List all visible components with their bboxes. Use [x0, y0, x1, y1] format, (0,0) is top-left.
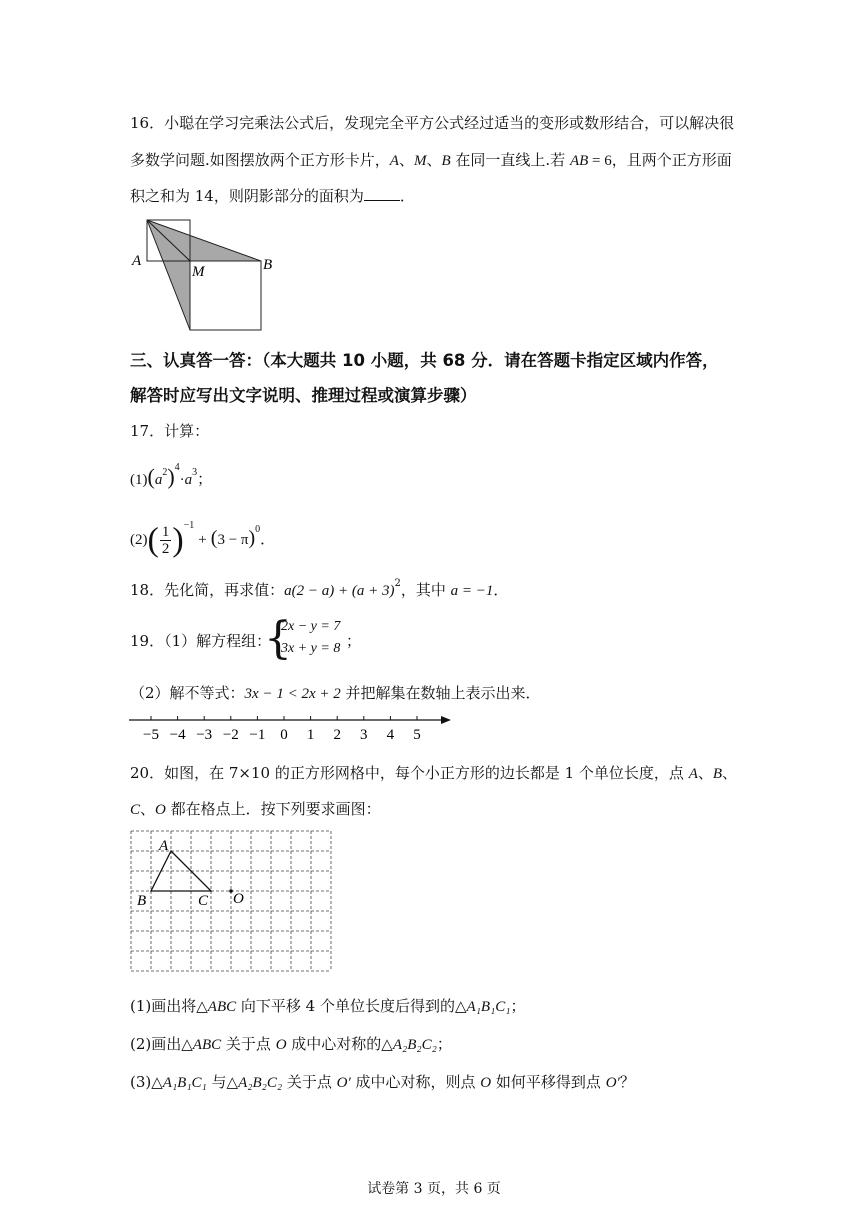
- q16-text: 在同一直线上.若: [450, 151, 570, 169]
- point-label: O: [480, 1075, 492, 1091]
- punctuation: ；: [197, 472, 213, 488]
- exponent: −1: [183, 520, 195, 531]
- point-label: M: [413, 153, 427, 169]
- exponent: 4: [174, 462, 180, 473]
- equation-1: 2x − y = 7: [281, 619, 341, 634]
- equation-2: 3x + y = 8: [281, 641, 341, 656]
- q16-text: 积之和为 14，则阴影部分的面积为: [130, 187, 364, 205]
- operator: +: [198, 532, 207, 548]
- fig-label-a: A: [159, 838, 169, 854]
- q18-text: ，其中: [400, 581, 451, 599]
- fig-label-a: A: [132, 253, 142, 269]
- q20-line-1: [130, 763, 737, 784]
- q20-text: 关于点: [221, 1035, 276, 1053]
- point-label: A: [389, 153, 399, 169]
- condition: a = −1: [450, 583, 494, 599]
- q20-line-2: [130, 799, 381, 820]
- axis-tick-label: −1: [249, 727, 266, 743]
- system-brace: {: [264, 613, 292, 664]
- separator: 、: [398, 151, 414, 169]
- q20-text: (3)△: [130, 1073, 163, 1091]
- triangle-name: ABC: [207, 999, 237, 1015]
- page-footer: 试卷第 3 页，共 6 页: [367, 1181, 501, 1197]
- q20-text: (2)画出△: [130, 1035, 193, 1053]
- fraction: [160, 524, 172, 557]
- axis-tick-label: −4: [169, 727, 186, 743]
- axis-tick-label: −3: [196, 727, 213, 743]
- q16-figure: [128, 212, 288, 337]
- point-label: B: [441, 153, 451, 169]
- number-line: [125, 708, 455, 748]
- axis-tick-label: 0: [280, 727, 288, 743]
- exponent: 0: [255, 524, 261, 535]
- expression: 3 − π: [217, 532, 249, 548]
- triangle-name: A₁B₁C₁: [466, 999, 511, 1015]
- q18-text: 18．先化简，再求值：: [130, 581, 285, 599]
- separator: 、: [140, 800, 156, 818]
- q20-part-3: [130, 1072, 635, 1093]
- q19-part-1-label: 19．（1）解方程组：: [130, 632, 272, 650]
- axis-tick-label: 5: [413, 727, 421, 743]
- q16-line-2: [130, 150, 732, 171]
- q20-part-1: [130, 996, 526, 1017]
- q20-text: 关于点: [282, 1073, 337, 1091]
- q19-text: （2）解不等式：: [130, 684, 245, 702]
- operator: ·: [179, 472, 185, 488]
- point-label: C: [130, 802, 141, 818]
- point-label: B: [712, 766, 723, 782]
- q20-text: (1)画出将△: [130, 997, 208, 1015]
- point-label: O: [155, 802, 166, 818]
- q20-text: 与△: [206, 1073, 239, 1091]
- triangle-name: A₂B₂C₂: [392, 1037, 437, 1053]
- equation: = 6: [588, 153, 612, 169]
- q20-text: 成中心对称的△: [286, 1035, 393, 1053]
- separator: 、: [697, 764, 713, 782]
- triangle-name: A₁B₁C₁: [162, 1075, 207, 1091]
- punctuation: ．: [493, 581, 509, 599]
- section-heading-line-2: 解答时应写出文字说明、推理过程或演算步骤）: [130, 386, 477, 405]
- variable: a: [154, 472, 163, 488]
- fig-label-c: C: [198, 893, 209, 909]
- q16-text: 多数学问题.如图摆放两个正方形卡片，: [130, 151, 390, 169]
- q20-text: 向下平移 4 个单位长度后得到的△: [236, 997, 467, 1015]
- punctuation: ；: [510, 997, 526, 1015]
- inequality: 3x − 1 < 2x + 2: [244, 686, 341, 702]
- fig-label-b: B: [137, 893, 147, 909]
- separator: 、: [722, 764, 738, 782]
- arrow-icon: [441, 716, 451, 724]
- triangle-name: ABC: [192, 1037, 222, 1053]
- period: ．: [399, 187, 415, 205]
- exponent: 3: [192, 467, 198, 478]
- section-heading-line-1: 三、认真答一答：（本大题共 10 小题，共 68 分．请在答题卡指定区域内作答，: [130, 351, 719, 370]
- triangle-name: A₂B₂C₂: [238, 1075, 283, 1091]
- point-label: O′: [336, 1075, 351, 1091]
- expression: a(2 − a) + (a + 3): [284, 583, 395, 599]
- axis-tick-label: −5: [143, 727, 159, 743]
- exponent: 2: [394, 578, 401, 589]
- axis-tick-label: 1: [306, 727, 315, 743]
- punctuation: ；: [436, 1035, 452, 1053]
- denominator: 2: [161, 541, 170, 558]
- axis-tick-label: −2: [222, 727, 239, 743]
- fig-label-o: O: [233, 891, 244, 907]
- fig-label-b: B: [263, 257, 273, 273]
- separator: 、: [426, 151, 442, 169]
- q19-part-2: [130, 683, 541, 704]
- point-label: O′: [605, 1075, 620, 1091]
- q17-part-1: $(1)(a^2)^4\cdot a^3$；: [130, 462, 213, 489]
- q19-text: 并把解集在数轴上表示出来．: [340, 684, 541, 702]
- punctuation: ；: [346, 632, 362, 650]
- q16-line-1: 16．小聪在学习完乘法公式后，发现完全平方公式经过适当的变形或数形结合，可以解决很: [130, 114, 735, 132]
- axis-tick-label: 3: [360, 727, 368, 743]
- point-label: O: [275, 1037, 287, 1053]
- segment-label: AB: [569, 153, 589, 169]
- axis-tick-label: 2: [333, 727, 341, 743]
- q20-text: 成中心对称，则点: [350, 1073, 481, 1091]
- q20-text: 如何平移得到点: [491, 1073, 606, 1091]
- part-label: (2): [130, 532, 148, 548]
- variable: a: [184, 472, 193, 488]
- part-label: (1): [130, 472, 148, 488]
- q17-title: 17．计算：: [130, 422, 210, 440]
- exponent: 2: [162, 467, 168, 478]
- q18-line: [130, 574, 508, 601]
- q20-text: 20．如图，在 7×10 的正方形网格中，每个小正方形的边长都是 1 个单位长度，点: [130, 764, 689, 782]
- numerator: 1: [161, 524, 170, 541]
- q16-text: ，且两个正方形面: [611, 151, 732, 169]
- q16-line-3: [130, 186, 415, 206]
- q20-grid-figure: [125, 826, 340, 976]
- q20-part-2: [130, 1034, 452, 1055]
- fig-label-m: M: [192, 264, 205, 280]
- answer-blank: [364, 186, 400, 201]
- punctuation: ．: [260, 532, 276, 548]
- punctuation: ？: [619, 1073, 635, 1091]
- axis-tick-label: 4: [386, 727, 395, 743]
- point-label: A: [688, 766, 698, 782]
- q17-part-2: (2)( $\frac{1}{2}$ )$^{-1}+ (3 - \pi)^0$．: [130, 520, 276, 559]
- q20-text: 都在格点上．按下列要求画图：: [165, 800, 381, 818]
